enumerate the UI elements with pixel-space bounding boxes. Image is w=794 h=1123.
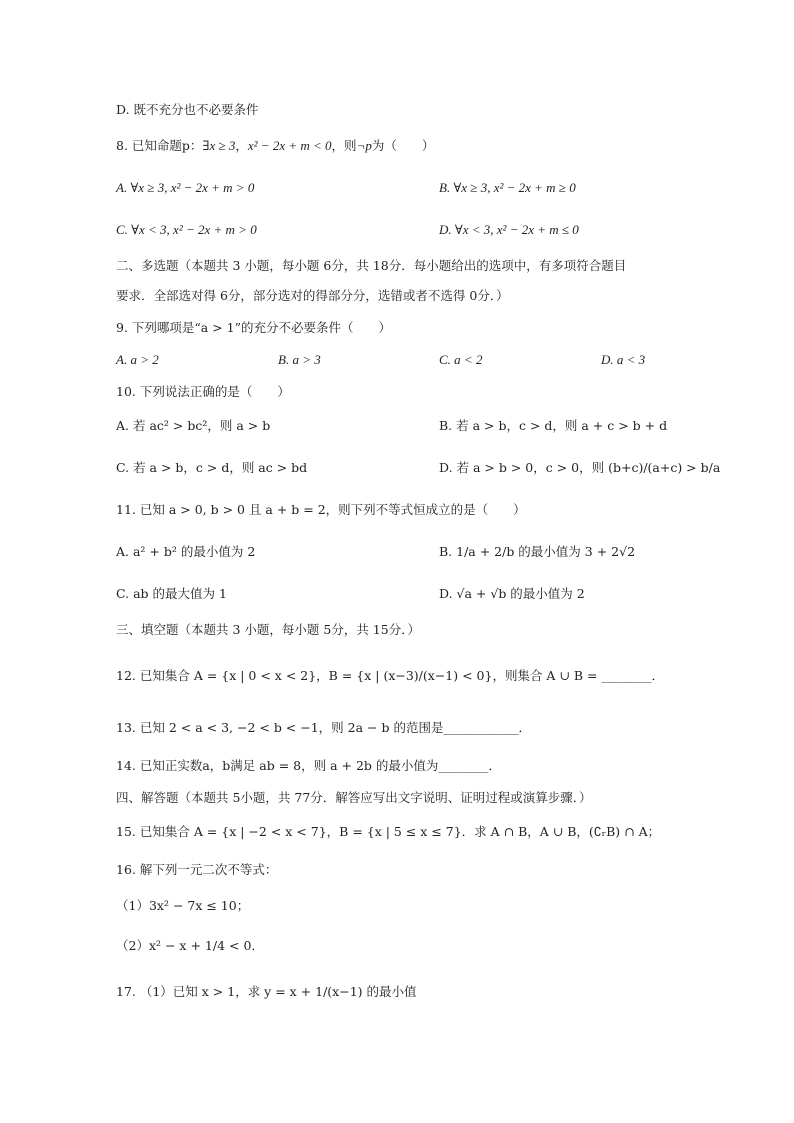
q17: 17. （1）已知 x > 1，求 y = x + 1/(x−1) 的最小值	[116, 984, 417, 999]
q8-mid: ，则	[331, 138, 357, 153]
q9-stem: 9. 下列哪项是“a > 1”的充分不必要条件（ ）	[116, 320, 392, 335]
section4-heading: 四、解答题（本题共 5小题，共 77分．解答应写出文字说明、证明过程或演算步骤．）	[116, 790, 592, 805]
q8-option-b: B. ∀x ≥ 3, x² − 2x + m ≥ 0	[439, 180, 576, 195]
section2-heading-line2: 要求．全部选对得 6分，部分选对的得部分分，选错或者不选得 0分．）	[116, 288, 509, 303]
q10-option-d: D. 若 a > b > 0，c > 0，则 (b+c)/(a+c) > b/a	[439, 460, 721, 475]
q9-option-b: B. a > 3	[278, 352, 321, 367]
q15: 15. 已知集合 A = {x | −2 < x < 7}，B = {x | 5 ≤ x ≤ 7}．求 A ∩ B，A ∪ B，(∁ᵣB) ∩ A；	[116, 824, 661, 839]
q13: 13. 已知 2 < a < 3, −2 < b < −1，则 2a − b 的范围是____________．	[116, 720, 531, 735]
q16-stem: 16. 解下列一元二次不等式：	[116, 862, 278, 877]
q11-stem: 11. 已知 a > 0, b > 0 且 a + b = 2，则下列不等式恒成立的是（ ）	[116, 502, 526, 517]
q9-option-d: D. a < 3	[601, 352, 646, 367]
q10-option-c: C. 若 a > b，c > d，则 ac > bd	[116, 460, 308, 475]
q9-option-a: A. a > 2	[116, 352, 159, 367]
q16-part2: （2）x² − x + 1/4 < 0．	[116, 938, 264, 953]
q14: 14. 已知正实数a，b满足 ab = 8，则 a + 2b 的最小值为________．	[116, 758, 501, 773]
q8-option-d: D. ∀x < 3, x² − 2x + m ≤ 0	[439, 222, 579, 237]
q9-option-c: C. a < 2	[439, 352, 483, 367]
q8-prefix: 8. 已知命题p：	[116, 138, 203, 153]
q10-stem: 10. 下列说法正确的是（ ）	[116, 384, 290, 399]
section3-heading: 三、填空题（本题共 3 小题，每小题 5分，共 15分．）	[116, 622, 420, 637]
q8-stem: 8. 已知命题p：∃x ≥ 3，x² − 2x + m < 0，则¬p为（ ）	[116, 138, 435, 153]
q8-neg: ¬p	[356, 138, 372, 153]
q10-option-b: B. 若 a > b，c > d，则 a + c > b + d	[439, 418, 668, 433]
q11-option-c: C. ab 的最大值为 1	[116, 586, 227, 601]
q8-suffix: 为（ ）	[371, 138, 435, 153]
q16-part1: （1）3x² − 7x ≤ 10；	[116, 898, 250, 913]
q7-option-d: D. 既不充分也不必要条件	[116, 102, 259, 117]
q8-option-c: C. ∀x < 3, x² − 2x + m > 0	[116, 222, 257, 237]
q8-ineq: x² − 2x + m < 0	[247, 138, 332, 153]
q8-cond: ∃x ≥ 3	[202, 138, 236, 153]
q8-option-a: A. ∀x ≥ 3, x² − 2x + m > 0	[116, 180, 255, 195]
q12: 12. 已知集合 A = {x | 0 < x < 2}，B = {x | (x−3)/(x−1) < 0}，则集合 A ∪ B = ________．	[116, 668, 664, 683]
q10-option-a: A. 若 ac² > bc²，则 a > b	[116, 418, 271, 433]
q11-option-d: D. √a + √b 的最小值为 2	[439, 586, 585, 601]
q11-option-a: A. a² + b² 的最小值为 2	[116, 544, 256, 559]
q11-option-b: B. 1/a + 2/b 的最小值为 3 + 2√2	[439, 544, 636, 559]
section2-heading-line1: 二、多选题（本题共 3 小题，每小题 6分，共 18分．每小题给出的选项中，有多项符合题目	[116, 258, 627, 273]
